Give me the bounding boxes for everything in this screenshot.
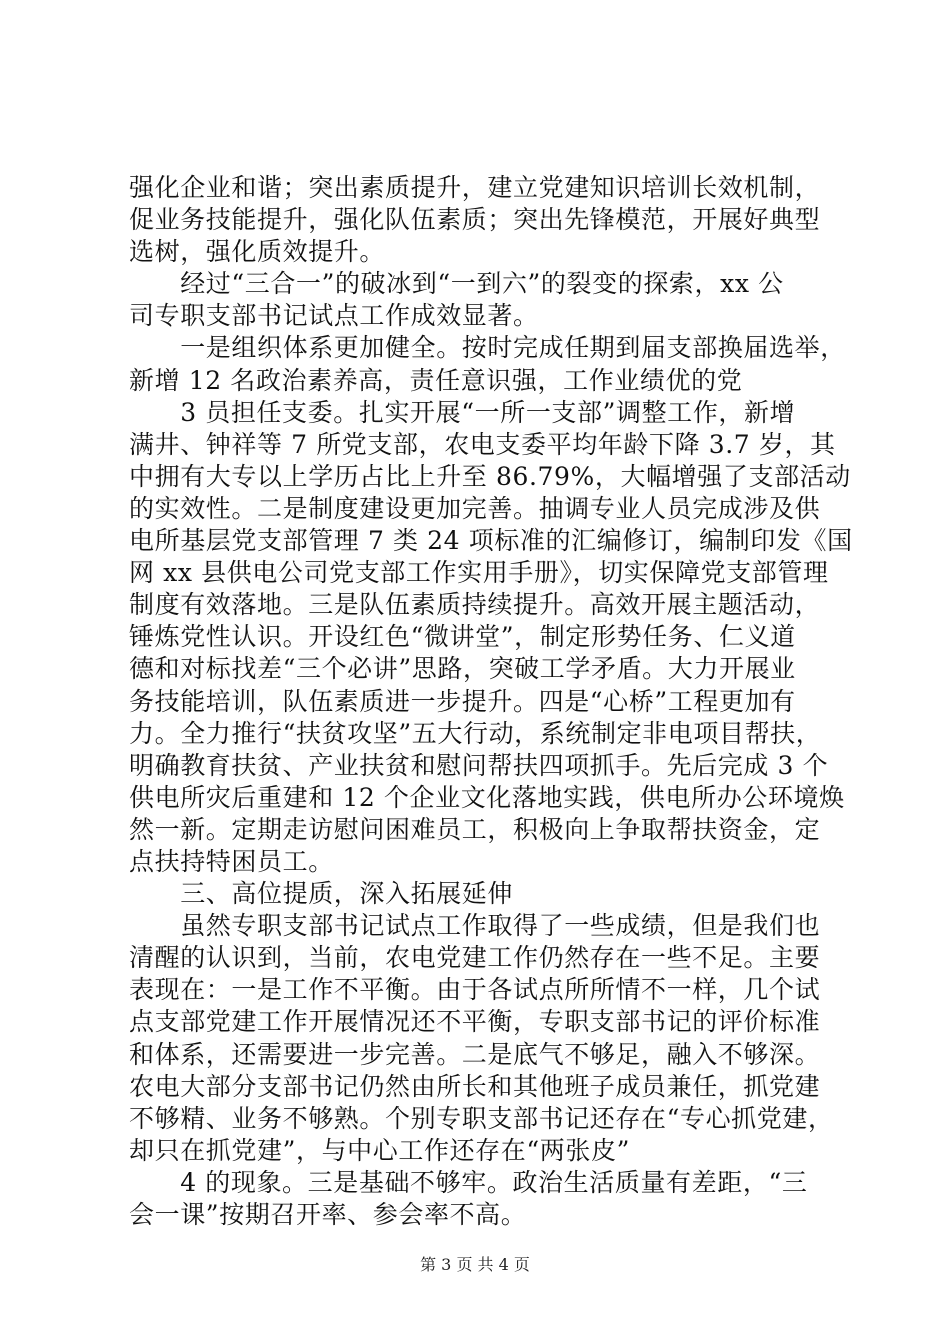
text-line: 中拥有大专以上学历占比上升至 86.79%，大幅增强了支部活动	[129, 461, 851, 491]
text-line: 4 的现象。三是基础不够牢。政治生活质量有差距，“三	[129, 1167, 808, 1197]
text-line: 点支部党建工作开展情况还不平衡，专职支部书记的评价标准	[129, 1007, 821, 1037]
text-line: 新增 12 名政治素养高，责任意识强，工作业绩优的党	[129, 365, 743, 395]
page-number-footer: 第 3 页 共 4 页	[420, 1255, 530, 1274]
text-line: 经过“三合一”的破冰到“一到六”的裂变的探索，xx 公	[129, 269, 784, 299]
text-line: 然一新。定期走访慰问困难员工，积极向上争取帮扶资金，定	[129, 814, 821, 844]
text-line: 一是组织体系更加健全。按时完成任期到届支部换届选举，	[129, 333, 846, 363]
text-line: 力。全力推行“扶贫攻坚”五大行动，系统制定非电项目帮扶，	[129, 718, 822, 748]
text-line: 点扶持特困员工。	[129, 846, 334, 876]
text-line: 锤炼党性认识。开设红色“微讲堂”，制定形势任务、仁义道	[129, 622, 796, 652]
text-line: 农电大部分支部书记仍然由所长和其他班子成员兼任，抓党建	[129, 1071, 821, 1101]
text-line: 虽然专职支部书记试点工作取得了一些成绩，但是我们也	[129, 911, 821, 941]
text-line: 德和对标找差“三个必讲”思路，突破工学矛盾。大力开展业	[129, 654, 796, 684]
text-line: 满井、钟祥等 7 所党支部，农电支委平均年龄下降 3.7 岁，其	[129, 429, 836, 459]
text-line: 和体系，还需要进一步完善。二是底气不够足，融入不够深。	[129, 1039, 821, 1069]
text-line: 会一课”按期召开率、参会率不高。	[129, 1200, 527, 1229]
text-line: 促业务技能提升，强化队伍素质；突出先锋模范，开展好典型	[129, 205, 821, 235]
text-line: 务技能培训，队伍素质进一步提升。四是“心桥”工程更加有	[129, 686, 796, 716]
text-line: 却只在抓党建”，与中心工作还存在“两张皮”	[129, 1135, 630, 1165]
text-line: 选树，强化质效提升。	[129, 237, 386, 267]
text-line: 不够精、业务不够熟。个别专职支部书记还存在“专心抓党建，	[129, 1103, 834, 1133]
text-line: 网 xx 县供电公司党支部工作实用手册》，切实保障党支部管理	[129, 558, 829, 588]
section-heading: 三、高位提质，深入拓展延伸	[129, 879, 514, 909]
text-line: 3 员担任支委。扎实开展“一所一支部”调整工作，新增	[129, 397, 796, 427]
text-line: 清醒的认识到，当前，农电党建工作仍然存在一些不足。主要	[129, 943, 821, 973]
body-text	[129, 172, 853, 1231]
text-line: 制度有效落地。三是队伍素质持续提升。高效开展主题活动，	[129, 590, 821, 620]
text-line: 供电所灾后重建和 12 个企业文化落地实践，供电所办公环境焕	[129, 782, 845, 812]
text-line: 司专职支部书记试点工作成效显著。	[129, 301, 539, 331]
text-line: 明确教育扶贫、产业扶贫和慰问帮扶四项抓手。先后完成 3 个	[129, 750, 829, 780]
text-line: 电所基层党支部管理 7 类 24 项标准的汇编修订，编制印发《国	[129, 526, 853, 556]
text-line: 表现在：一是工作不平衡。由于各试点所所情不一样，几个试	[129, 975, 821, 1005]
text-line: 的实效性。二是制度建设更加完善。抽调专业人员完成涉及供	[129, 493, 821, 523]
text-line: 强化企业和谐；突出素质提升，建立党建知识培训长效机制，	[129, 173, 821, 202]
